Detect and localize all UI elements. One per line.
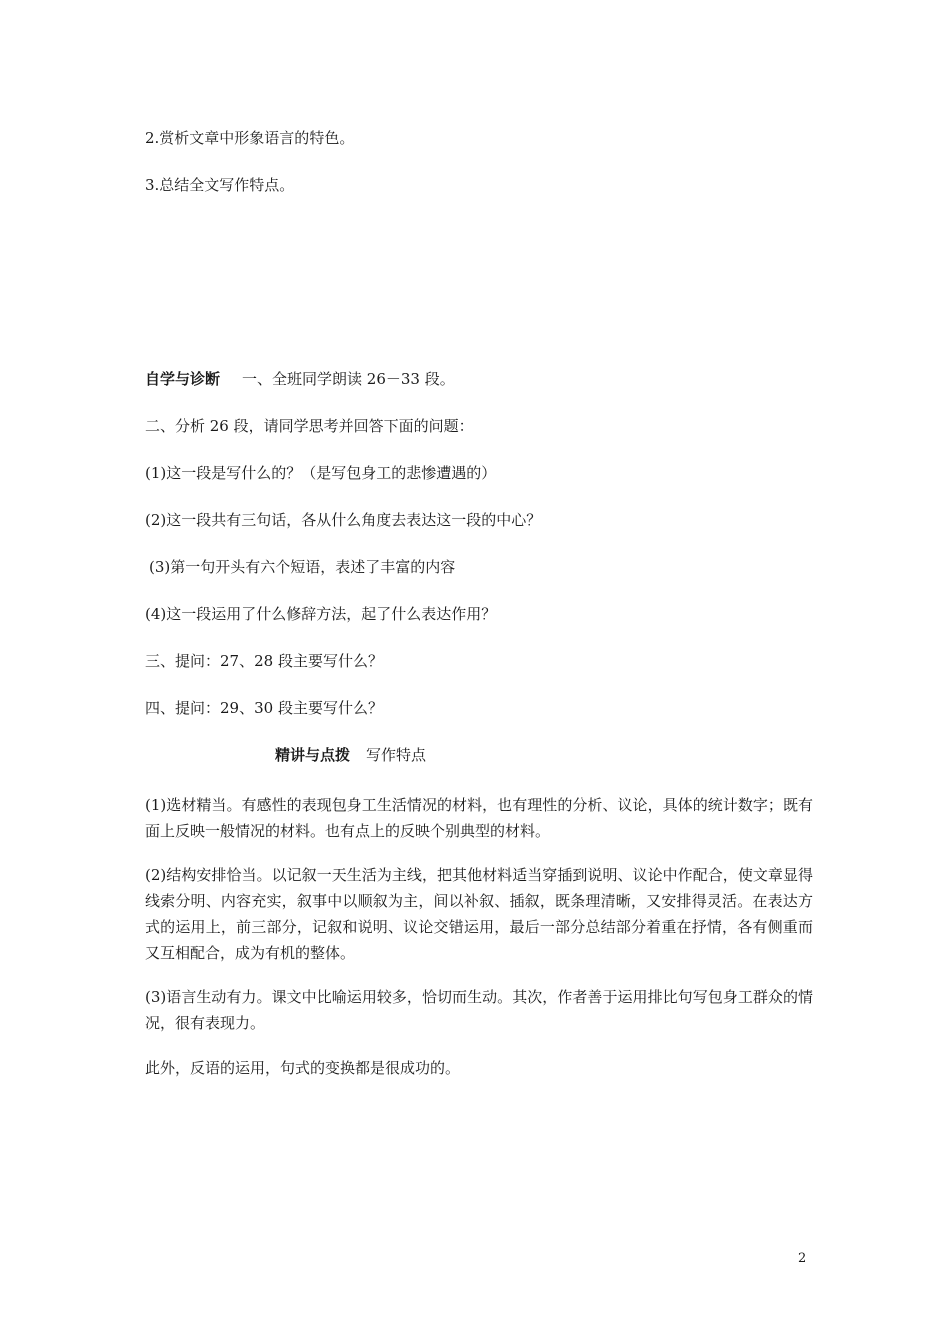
lecture-heading: 精讲与点拨 xyxy=(275,746,351,764)
question-2: 二、分析 26 段，请同学思考并回答下面的问题： xyxy=(145,417,474,435)
paragraph-1: (1)选材精当。有感性的表现包身工生活情况的材料，也有理性的分析、议论，具体的统计数字；既有面上反映一般情况的材料。也有点上的反映个别典型的材料。 xyxy=(145,796,813,840)
goal-item-3: 3.总结全文写作特点。 xyxy=(145,176,295,194)
question-1: 一、全班同学朗读 26－33 段。 xyxy=(242,370,455,388)
lecture-heading-line xyxy=(275,744,426,766)
paragraph-4: 此外，反语的运用，句式的变换都是很成功的。 xyxy=(145,1059,461,1077)
question-4: 四、提问：29、30 段主要写什么？ xyxy=(145,699,383,717)
self-study-heading: 自学与诊断 xyxy=(145,370,221,388)
paragraph-2: (2)结构安排恰当。以记叙一天生活为主线，把其他材料适当穿插到说明、议论中作配合，使文章显得线索分明、内容充实，叙事中以顺叙为主，间以补叙、插叙，既条理清晰，又安排得灵活。在表达方式的运用上，前三部分，记叙和说明、议论交错运用，最后一部分总结部分着重在抒情，各有侧重而又互相配合，成为有机的整体。 xyxy=(145,866,813,962)
sub-question-4: (4)这一段运用了什么修辞方法，起了什么表达作用？ xyxy=(145,605,497,623)
paragraph-3: (3)语言生动有力。课文中比喻运用较多，恰切而生动。其次，作者善于运用排比句写包身工群众的情况，很有表现力。 xyxy=(145,988,813,1032)
sub-question-2: (2)这一段共有三句话，各从什么角度去表达这一段的中心？ xyxy=(145,511,542,529)
lecture-subheading: 写作特点 xyxy=(366,746,427,764)
question-3: 三、提问：27、28 段主要写什么？ xyxy=(145,652,383,670)
self-study-line xyxy=(145,368,455,390)
sub-question-3: (3)第一句开头有六个短语，表述了丰富的内容 xyxy=(149,558,456,576)
sub-question-1: (1)这一段是写什么的？（是写包身工的悲惨遭遇的） xyxy=(145,464,497,482)
goal-item-2: 2.赏析文章中形象语言的特色。 xyxy=(145,129,355,147)
page-number: 2 xyxy=(798,1251,807,1266)
